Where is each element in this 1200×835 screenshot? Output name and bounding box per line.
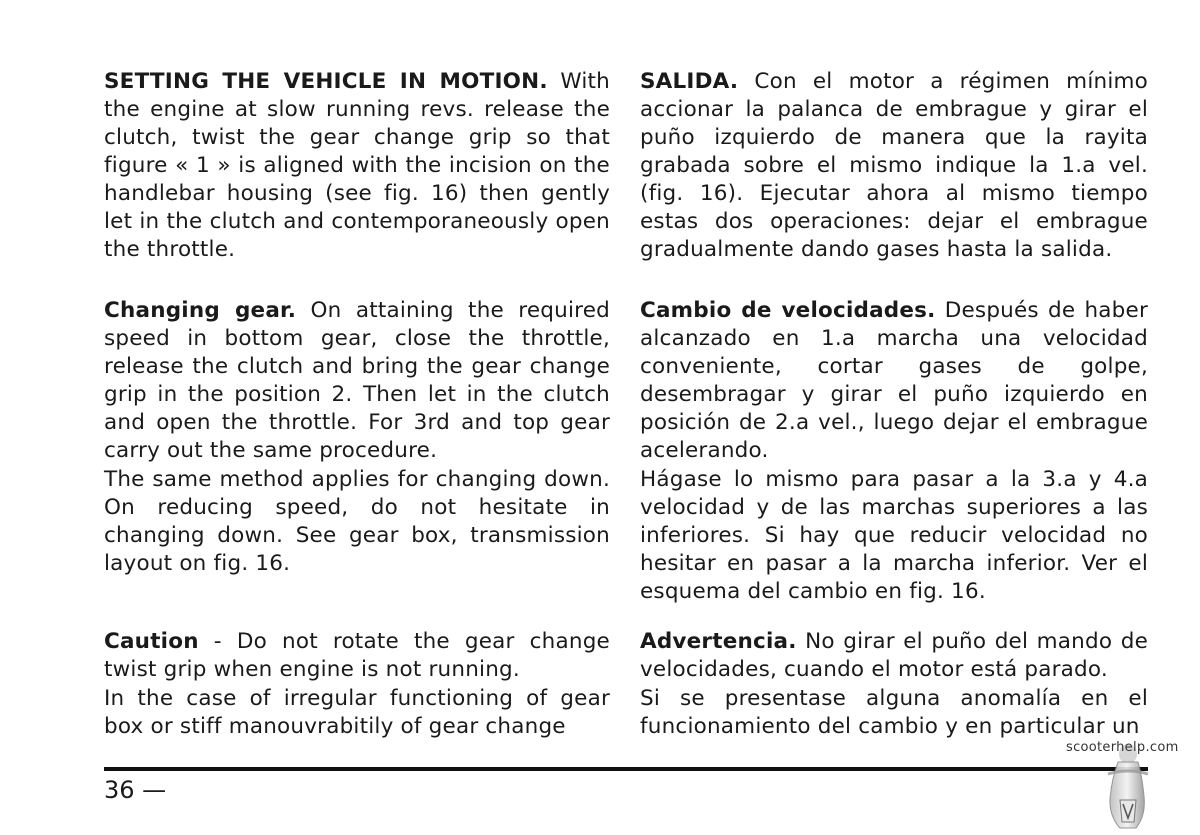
- watermark-text: scooterhelp.com: [1066, 740, 1179, 755]
- setting-in-motion-heading: SETTING THE VEHICLE IN MOTION.: [104, 69, 548, 94]
- salida-paragraph: [640, 68, 1148, 264]
- caution-heading: Caution: [104, 629, 199, 654]
- changing-down-text: The same method applies for changing down. On reducing speed, do not hesitate in changing down. See gear box, transmission layout on fig. 16.: [104, 467, 610, 576]
- setting-in-motion-text: With the engine at slow running revs. release the clutch, twist the gear change grip so that figure « 1 » is aligned with the incision on the handlebar housing (see fig. 16) then gently let in the clutch and contemporaneously open the throttle.: [104, 69, 610, 262]
- advertencia-heading: Advertencia.: [640, 629, 797, 654]
- anomalia-text: Si se presentase alguna anomalía en el funcionamiento del cambio y en particular un: [640, 686, 1148, 739]
- cambio-velocidades-text: Después de haber alcanzado en 1.a marcha una velocidad conveniente, cortar gases de golpe, desembragar y girar el puño izquierdo en posición de 2.a vel., luego dejar el embrague acelerando.: [640, 298, 1148, 463]
- cambio-velocidades-paragraph: [640, 297, 1148, 606]
- changing-gear-text: On attaining the required speed in bottom gear, close the throttle, release the clutch and bring the gear change grip in the position 2. Then let in the clutch and open the throttle. For 3rd and top gear carry out the same procedure.: [104, 298, 610, 463]
- salida-text: Con el motor a régimen mínimo accionar la palanca de embrague y girar el puño izquierdo de manera que la rayita grabada sobre el mismo indique la 1.a vel. (fig. 16). Ejecutar ahora al mismo tiempo estas dos operaciones: dejar el embrague gradualmente dando gases hasta la salida.: [640, 69, 1148, 262]
- changing-gear-heading: Changing gear.: [104, 298, 297, 323]
- advertencia-paragraph: [640, 628, 1148, 741]
- hagase-lo-mismo-text: Hágase lo mismo para pasar a la 3.a y 4.a velocidad y de las marchas superiores a las inferiores. Si hay que reducir velocidad no hesitar en pasar a la marcha inferior. Ver el esquema del cambio en fig. 16.: [640, 467, 1148, 604]
- watermark: [1062, 738, 1192, 833]
- caution-paragraph: [104, 628, 610, 741]
- caution-text: - Do not rotate the gear change twist grip when engine is not running.: [104, 629, 610, 682]
- setting-in-motion-paragraph: [104, 68, 610, 264]
- cambio-velocidades-heading: Cambio de velocidades.: [640, 298, 936, 323]
- advertencia-text: No girar el puño del mando de velocidades, cuando el motor está parado.: [640, 629, 1148, 682]
- irregular-functioning-text: In the case of irregular functioning of gear box or stiff manouvrabitily of gear change: [104, 686, 610, 739]
- page-number: 36 —: [104, 776, 167, 804]
- footer-rule: [104, 767, 1148, 771]
- salida-heading: SALIDA.: [640, 69, 739, 94]
- changing-gear-paragraph: [104, 297, 610, 578]
